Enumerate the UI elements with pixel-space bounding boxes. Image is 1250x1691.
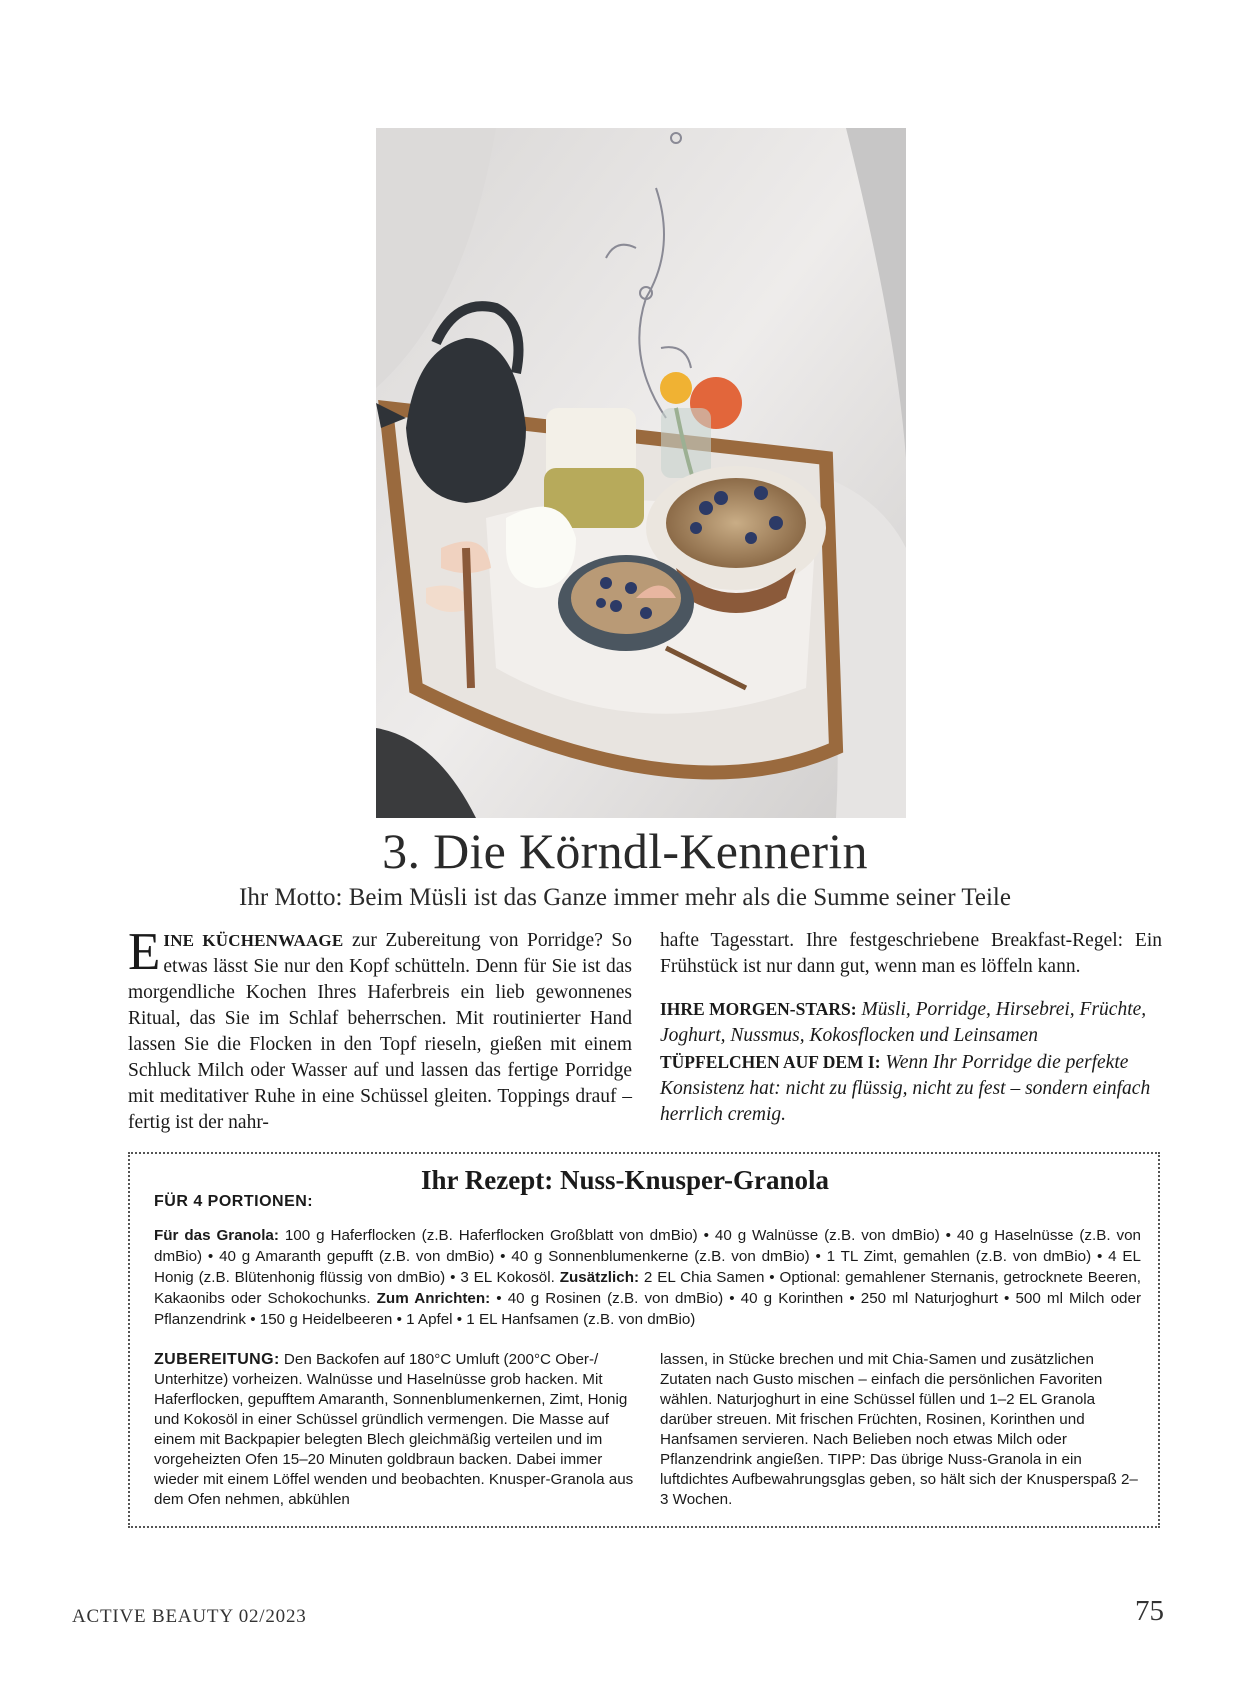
serve-label: Zum Anrichten: — [376, 1290, 491, 1307]
morning-stars-text: Müsli, Porridge, Hirsebrei, Früchte, Joghurt, Nussmus, Kokosflocken und Leinsamen — [660, 999, 1147, 1046]
extra-label: Zusätzlich: — [559, 1269, 640, 1286]
serve-text: • 40 g Rosinen (z.B. von dmBio) • 40 g Korinthen • 250 ml Naturjoghurt • 500 ml Milch oder Pflanzendrink • 150 g Heidelbeeren • 1 Apfel • 1 EL Hanfsamen (z.B. von dmBio) — [154, 1290, 1141, 1328]
morning-stars-label: IHRE MORGEN-STARS: — [660, 999, 857, 1019]
article-column-right — [660, 928, 1162, 1128]
intro-lead: INE KÜCHENWAAGE — [163, 931, 344, 950]
preparation-left — [154, 1350, 634, 1510]
recipe-portions: FÜR 4 PORTIONEN: — [154, 1193, 314, 1210]
intro-text-left: zur Zubereitung von Porridge? So etwas lässt Sie nur den Kopf schütteln. Denn für Sie ist das morgendliche Kochen Ihres Haferbreis ein lieb gewonnenes Ritual, das Sie im Schlaf beherrschen. Mit routinierter Hand lassen Sie die Flocken in den Topf rieseln, gießen mit einem Schluck Milch oder Wasser auf und lassen das fertige Porridge mit meditativer Ruhe in eine Schüssel gleiten. Toppings drauf – fertig ist der nahr- — [128, 930, 632, 1133]
granola-label: Für das Granola: — [154, 1227, 279, 1244]
article-column-left — [128, 923, 632, 1136]
extra-text: 2 EL Chia Samen • Optional: gemahlener Sternanis, getrocknete Beeren, Kakaonibs oder Schokochunks. — [154, 1269, 1141, 1307]
preparation-right: lassen, in Stücke brechen und mit Chia-Samen und zusätzlichen Zutaten nach Gusto mischen – einfach die persönlichen Favoriten wählen. Naturjoghurt in eine Schüssel füllen und 1–2 EL Granola darüber streuen. Mit frischen Früchten, Rosinen, Korinthen und Hanfsamen servieren. Nach Belieben noch etwas Milch oder Pflanzendrink angießen. TIPP: Das übrige Nuss-Granola in ein luftdichtes Aufbewahrungsglas geben, so hält sich der Knusperspaß 2–3 Wochen. — [660, 1351, 1138, 1508]
recipe-ingredients — [154, 1225, 1141, 1330]
tip-text: Wenn Ihr Porridge die perfekte Konsistenz hat: nicht zu flüssig, nicht zu fest – sondern einfach herrlich cremig. — [660, 1052, 1151, 1125]
morning-stars — [660, 996, 1162, 1049]
tip-label: TÜPFELCHEN AUF DEM I: — [660, 1052, 881, 1072]
photo-illustration — [376, 128, 906, 818]
breakfast-tray-photo — [376, 128, 906, 818]
intro-text-right: hafte Tagesstart. Ihre festgeschriebene Breakfast-Regel: Ein Frühstück ist nur dann gut, wenn man es löffeln kann. — [660, 930, 1162, 977]
article-headline: 3. Die Körndl-Kennerin — [382, 823, 868, 879]
article-subline: Ihr Motto: Beim Müsli ist das Ganze immer mehr als die Summe seiner Teile — [239, 884, 1011, 911]
tip — [660, 1049, 1162, 1128]
footer-magazine: ACTIVE BEAUTY 02/2023 — [72, 1606, 307, 1627]
preparation-text-left: Den Backofen auf 180°C Umluft (200°C Ober-/ Unterhitze) vorheizen. Walnüsse und Haselnüsse grob hacken. Mit Haferflocken, gepufftem Amaranth, Sonnenblumenkernen, Zimt, Honig und Kokosöl in einer Schüssel gründlich vermengen. Die Masse auf einem mit Backpapier belegten Blech gleichmäßig verteilen und im vorgeheizten Ofen 15–20 Minuten goldbraun backen. Dabei immer wieder mit einem Löffel wenden und beobachten. Knusper-Granola aus dem Ofen nehmen, abkühlen — [154, 1351, 634, 1508]
preparation-label: ZUBEREITUNG: — [154, 1351, 280, 1368]
page-number: 75 — [1135, 1595, 1164, 1627]
intro-paragraph — [128, 923, 632, 1136]
granola-text: 100 g Haferflocken (z.B. Haferflocken Großblatt von dmBio) • 40 g Walnüsse (z.B. von dmBio) • 40 g Haselnüsse (z.B. von dmBio) • 40 g Amaranth gepufft (z.B. von dmBio) • 40 g Sonnenblumenkerne (z.B. von dmBio) • 1 TL Zimt, gemahlen (z.B. von dmBio) • 4 EL Honig (z.B. Blütenhonig flüssig von dmBio) • 3 EL Kokosöl. — [154, 1227, 1141, 1286]
drop-cap: E — [128, 923, 161, 981]
recipe-title: Ihr Rezept: Nuss-Knusper-Granola — [420, 1165, 829, 1195]
